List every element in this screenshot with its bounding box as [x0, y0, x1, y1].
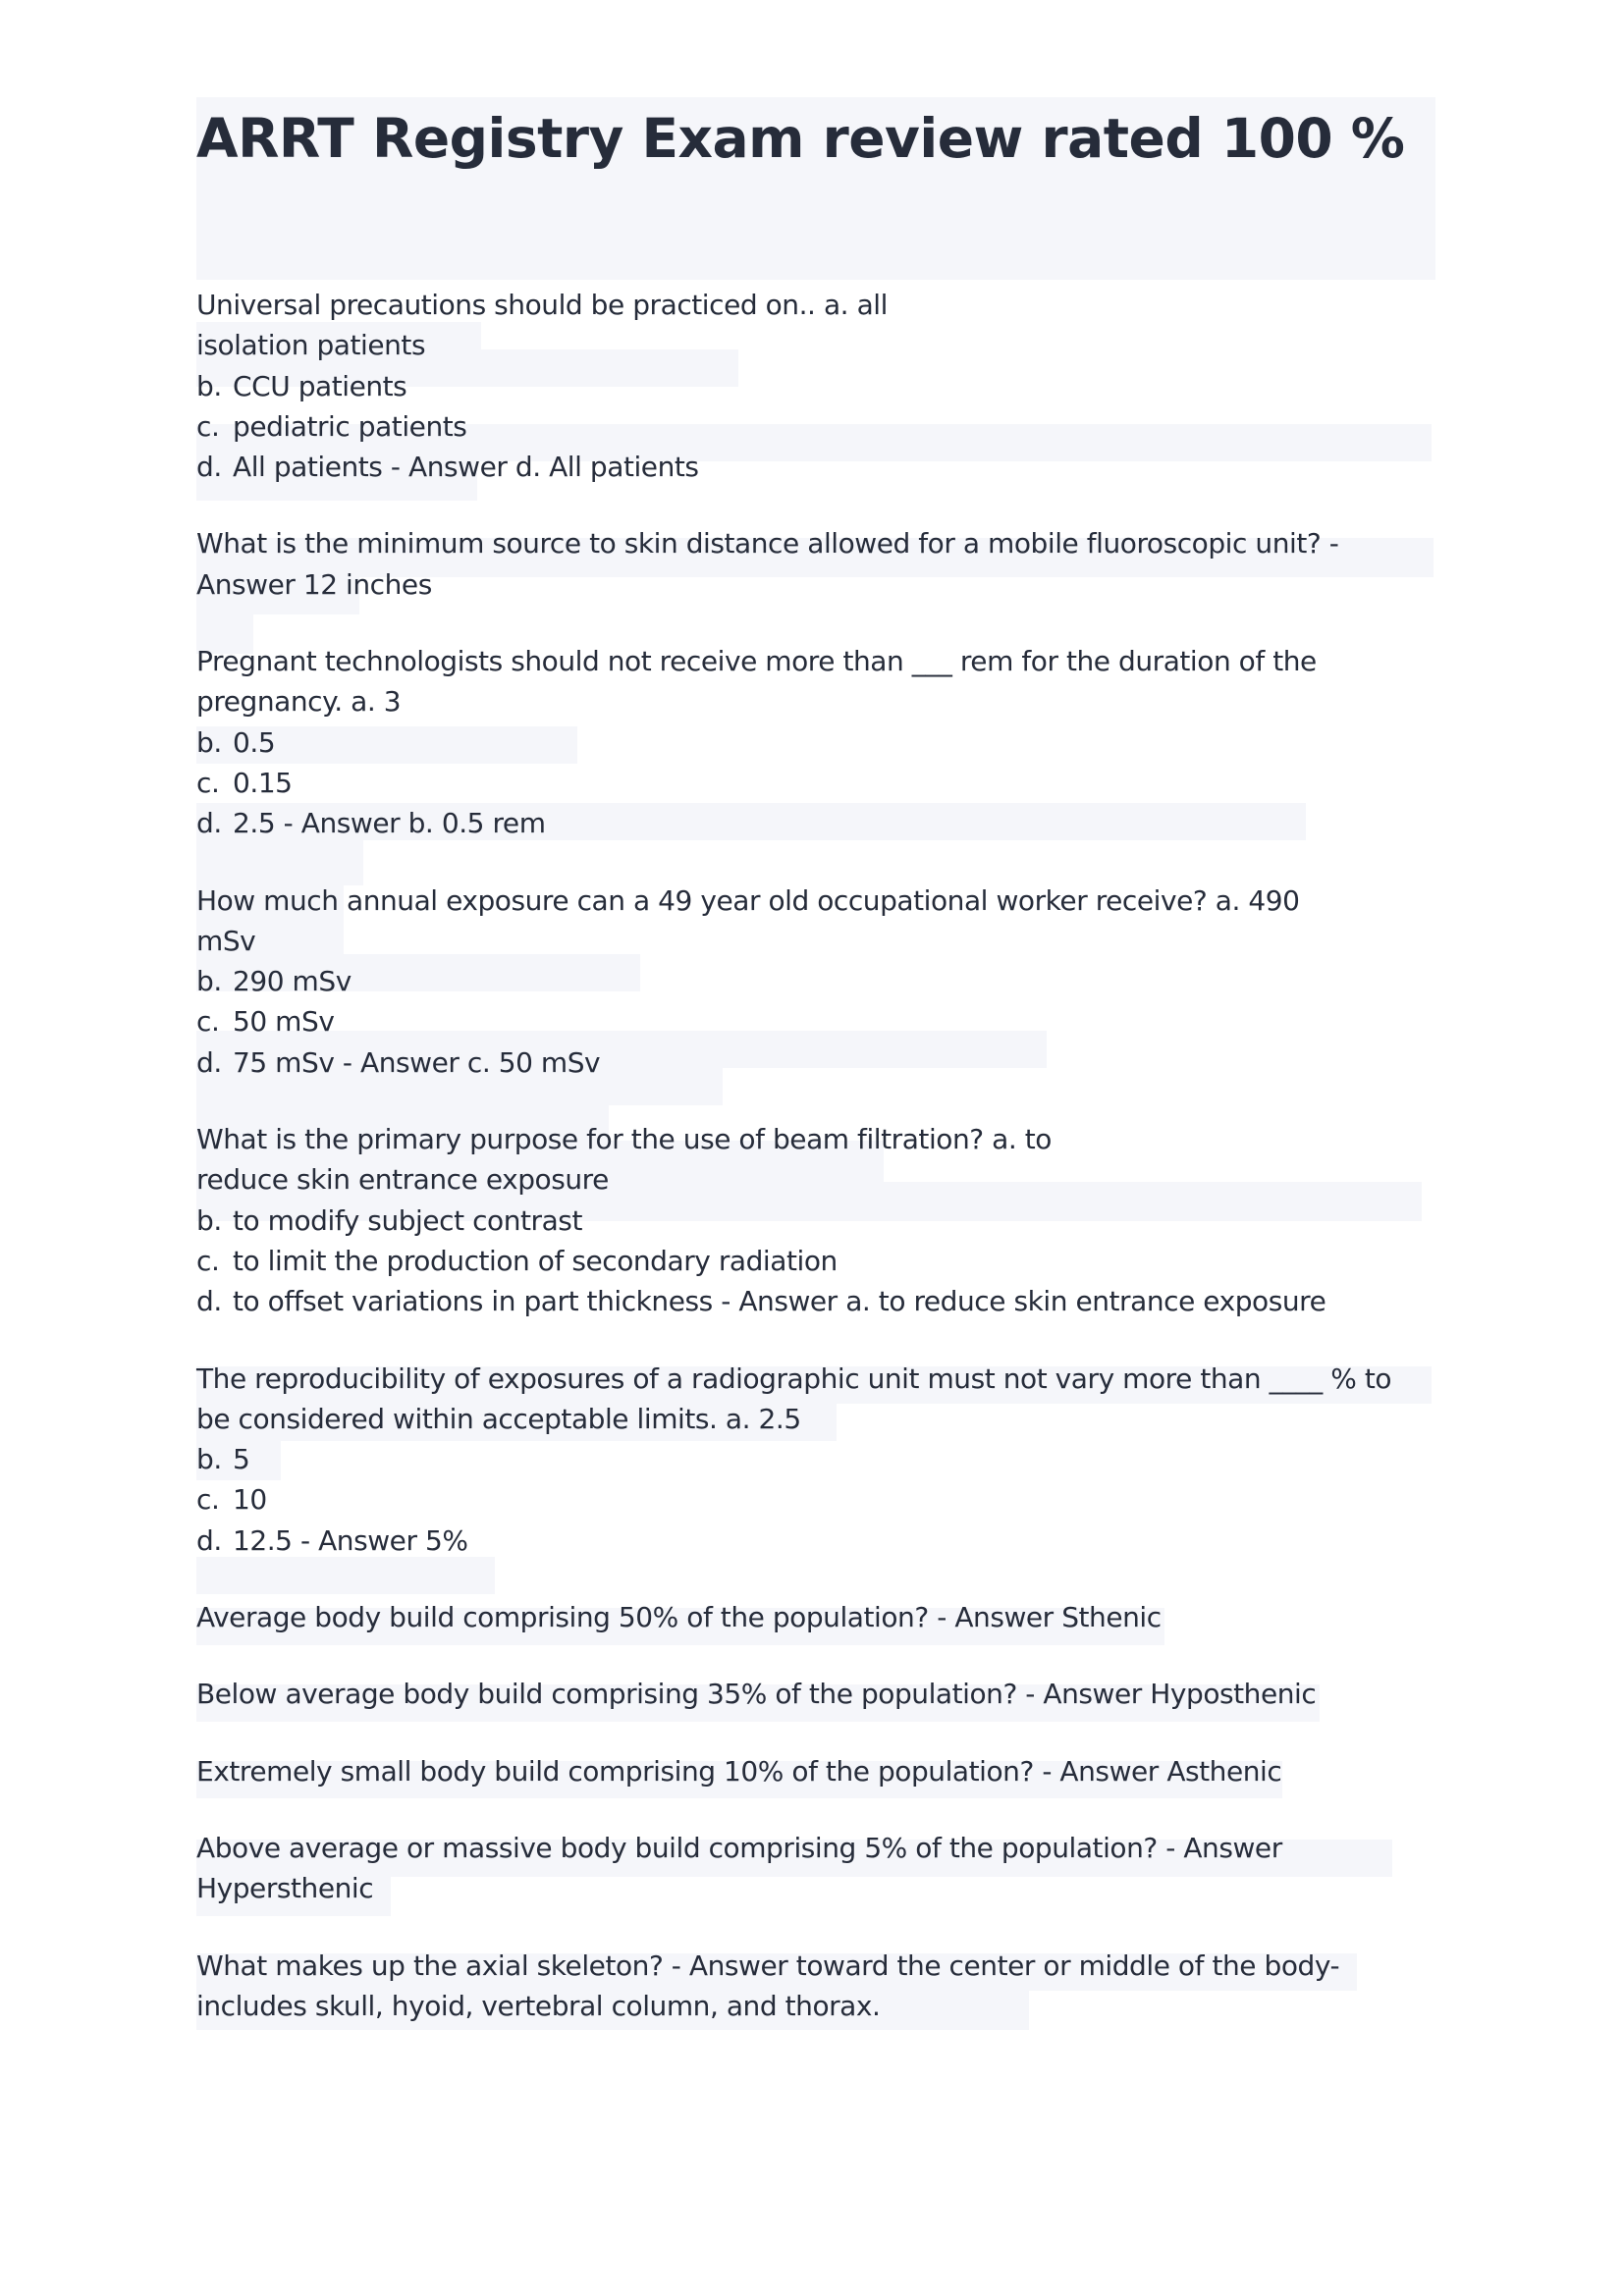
answer-option [196, 1001, 1435, 1041]
answer-option [196, 447, 1435, 487]
question-block [196, 881, 1435, 1083]
question-text: mSv [196, 924, 256, 957]
answer-option [196, 722, 1435, 763]
question-text: What is the primary purpose for the use of beam filtration? a. to [196, 1123, 1052, 1156]
question-block [196, 641, 1435, 843]
question-text: Average body build comprising 50% of the population? - Answer Sthenic [196, 1601, 1162, 1634]
question-text: How much annual exposure can a 49 year old occupational worker receive? a. 490 [196, 883, 1300, 917]
option-letter: b. [196, 1443, 222, 1476]
answer-option [196, 961, 1435, 1001]
option-letter: d. [196, 1523, 222, 1557]
option-text: 50 mSv [233, 1005, 335, 1039]
option-letter: b. [196, 369, 222, 402]
question-block [196, 1119, 1435, 1321]
question-text: Hypersthenic [196, 1872, 374, 1905]
question-text: Pregnant technologists should not receive more than ___ rem for the duration of the [196, 645, 1317, 678]
question-block [196, 1597, 1435, 1637]
question-text: Universal precautions should be practiced on.. a. all [196, 289, 888, 321]
option-letter: b. [196, 965, 222, 998]
question-text: includes skull, hyoid, vertebral column, and thorax. [196, 1989, 881, 2022]
question-text: The reproducibility of exposures of a radiographic unit must not vary more than ____ % to [196, 1362, 1392, 1395]
option-text: pediatric patients [233, 409, 467, 443]
option-letter: d. [196, 1045, 222, 1079]
question-text: be considered within acceptable limits. a. 2.5 [196, 1402, 801, 1435]
question-text: Below average body build comprising 35% of the population? - Answer Hyposthenic [196, 1678, 1317, 1711]
question-block [196, 523, 1435, 605]
question-block [196, 1946, 1435, 2027]
option-text: to modify subject contrast [233, 1203, 582, 1237]
option-text: 0.5 [233, 725, 276, 759]
answer-option [196, 1439, 1435, 1479]
question-text: pregnancy. a. 3 [196, 685, 402, 719]
option-text: CCU patients [233, 369, 407, 402]
question-block [196, 1828, 1435, 1909]
question-block [196, 1674, 1435, 1714]
answer-option [196, 1241, 1435, 1281]
option-text: All patients - Answer d. All patients [233, 451, 699, 484]
answer-option [196, 406, 1435, 447]
document-title: ARRT Registry Exam review rated 100 % [196, 107, 1405, 170]
option-text: 2.5 - Answer b. 0.5 rem [233, 807, 546, 840]
answer-option [196, 366, 1435, 406]
option-letter: d. [196, 1285, 222, 1318]
question-text: reduce skin entrance exposure [196, 1163, 609, 1197]
option-letter: b. [196, 725, 222, 759]
question-list [196, 285, 1435, 2062]
option-letter: b. [196, 1203, 222, 1237]
option-letter: c. [196, 1483, 220, 1517]
option-text: 10 [233, 1483, 267, 1517]
answer-option [196, 803, 1435, 843]
question-text: Above average or massive body build comprising 5% of the population? - Answer [196, 1831, 1282, 1864]
option-text: 0.15 [233, 766, 293, 799]
answer-option [196, 1042, 1435, 1083]
option-letter: d. [196, 451, 222, 484]
answer-option [196, 1201, 1435, 1241]
question-block [196, 285, 1435, 487]
answer-option [196, 763, 1435, 803]
option-letter: c. [196, 409, 220, 443]
question-text: isolation patients [196, 329, 426, 362]
option-text: 12.5 - Answer 5% [233, 1523, 468, 1557]
question-text: Extremely small body build comprising 10% of the population? - Answer Asthenic [196, 1754, 1282, 1788]
answer-option [196, 1521, 1435, 1561]
question-text: Answer 12 inches [196, 567, 432, 601]
option-text: 290 mSv [233, 965, 352, 998]
question-block [196, 1359, 1435, 1561]
option-letter: c. [196, 1005, 220, 1039]
option-letter: d. [196, 807, 222, 840]
option-text: to limit the production of secondary radiation [233, 1244, 838, 1277]
option-text: 5 [233, 1443, 250, 1476]
question-block [196, 1751, 1435, 1791]
answer-option [196, 1281, 1435, 1321]
question-text: What makes up the axial skeleton? - Answer toward the center or middle of the body- [196, 1949, 1340, 1982]
question-text: What is the minimum source to skin distance allowed for a mobile fluoroscopic unit? - [196, 527, 1339, 561]
option-letter: c. [196, 1244, 220, 1277]
answer-option [196, 1479, 1435, 1520]
option-letter: c. [196, 766, 220, 799]
option-text: to offset variations in part thickness - Answer a. to reduce skin entrance exposure [233, 1285, 1326, 1318]
option-text: 75 mSv - Answer c. 50 mSv [233, 1045, 601, 1079]
